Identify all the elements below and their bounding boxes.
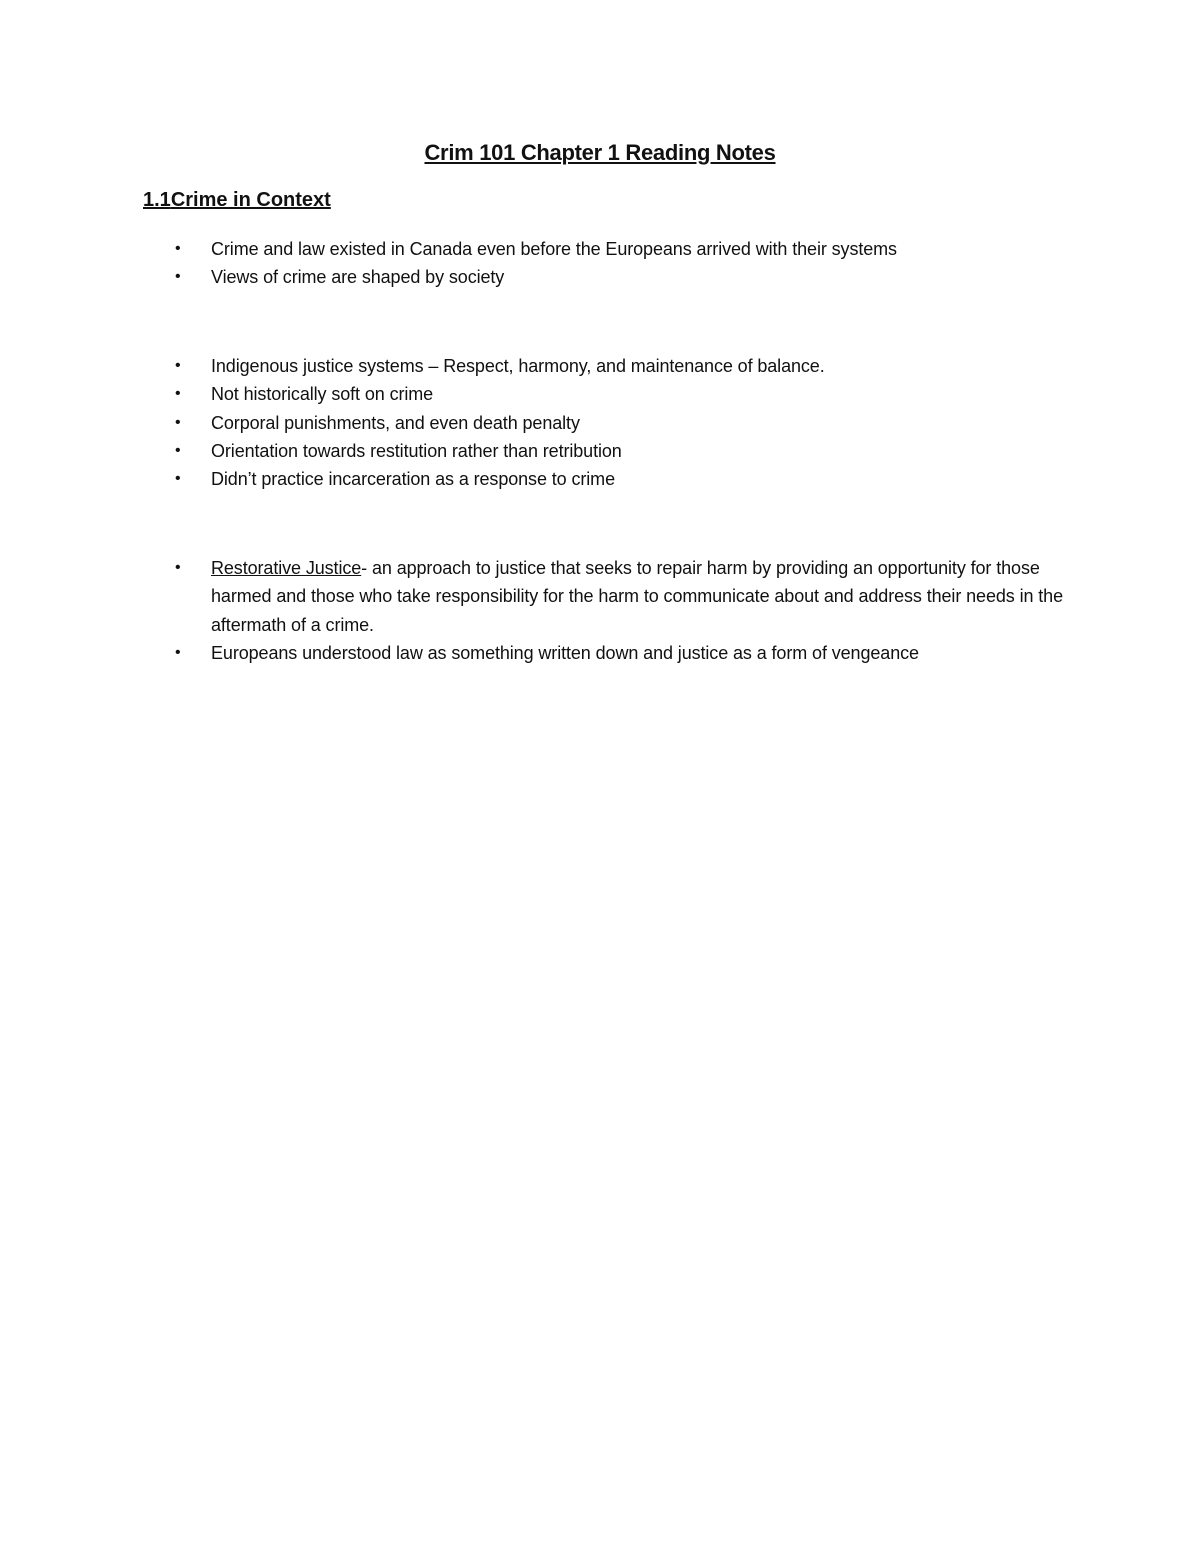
bullet-icon: • [175,441,181,459]
list-item-text: Not historically soft on crime [211,384,434,405]
bullet-icon: • [175,385,181,403]
list-item-text: Indigenous justice systems – Respect, harmony, and maintenance of balance. [211,356,825,376]
bullet-icon: • [175,559,181,576]
list-item [172,437,1072,465]
list-item [172,554,1072,639]
bullet-list-3 [172,554,1072,667]
list-item [172,465,1072,493]
section-number: 1.1 [143,189,171,211]
list-item-text: Views of crime are shaped by society [211,267,505,288]
bullet-icon: • [175,470,181,488]
list-item [172,263,1072,291]
list-item [172,409,1072,437]
list-item-text: Corporal punishments, and even death penalty [211,412,580,433]
bullet-icon: • [175,357,181,374]
list-item [172,380,1072,408]
bullet-icon: • [175,413,181,431]
list-item-text: Crime and law existed in Canada even before the Europeans arrived with their systems [211,239,897,259]
bullet-icon: • [175,240,181,257]
section-title: Crime in Context [170,189,331,211]
document-title: Crim 101 Chapter 1 Reading Notes [424,140,776,165]
bullet-list-2 [172,352,1072,493]
list-item [172,639,1072,667]
bullet-icon: • [175,268,181,286]
bullet-icon: • [175,643,181,661]
defined-term: Restorative Justice [211,558,362,578]
list-item-text: Europeans understood law as something written down and justice as a form of vengeance [211,642,919,663]
list-item [172,235,1072,263]
list-item [172,352,1072,380]
list-item-text: Didn’t practice incarceration as a response to crime [211,469,615,490]
bullet-list-1 [172,235,1072,292]
section-heading [143,189,562,212]
list-item-text: - an approach to justice that seeks to repair harm by providing an opportunity for those harmed and those who take responsibility for the harm to communicate about and address their needs in the aftermath of a crime. [211,558,1063,635]
list-item-text: Orientation towards restitution rather than retribution [211,440,622,461]
heading-underline-fill [331,189,562,212]
